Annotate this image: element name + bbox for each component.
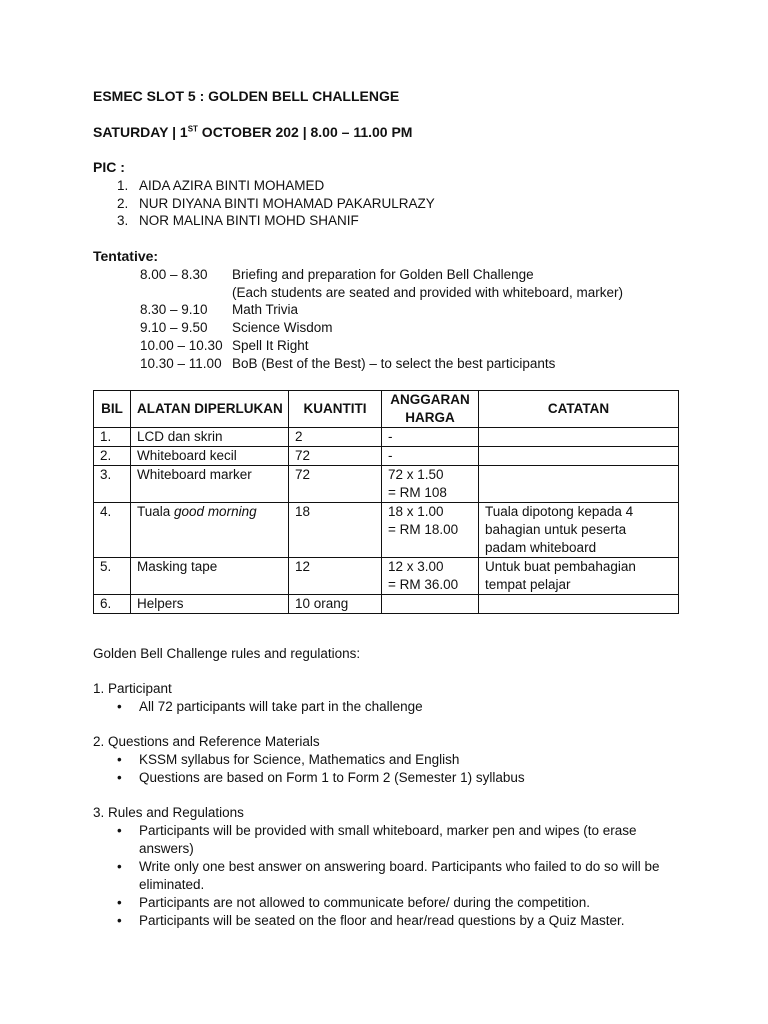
schedule-activity: Science Wisdom xyxy=(232,320,333,335)
bullet-icon: • xyxy=(117,895,122,910)
bullet-icon: • xyxy=(117,752,122,767)
rules-section-heading: 3. Rules and Regulations xyxy=(93,805,244,820)
schedule-activity-note: (Each students are seated and provided with whiteboard, marker) xyxy=(232,285,623,300)
pic-person-name: NOR MALINA BINTI MOHD SHANIF xyxy=(139,213,359,228)
cell-notes xyxy=(479,466,679,503)
schedule-time: 9.10 – 9.50 xyxy=(140,320,208,335)
table-row xyxy=(94,558,679,595)
pic-person-name: AIDA AZIRA BINTI MOHAMED xyxy=(139,178,325,193)
cell-quantity: 10 orang xyxy=(289,595,382,614)
cell-price: - xyxy=(382,428,479,447)
schedule-activity: Math Trivia xyxy=(232,302,299,317)
schedule-time: 10.00 – 10.30 xyxy=(140,338,223,353)
header-notes: CATATAN xyxy=(479,391,679,428)
schedule-activity: Briefing and preparation for Golden Bell Challenge xyxy=(232,267,534,282)
bullet-icon: • xyxy=(117,913,122,928)
bullet-text: KSSM syllabus for Science, Mathematics and English xyxy=(139,752,460,767)
equipment-table xyxy=(93,390,679,614)
cell-price xyxy=(382,595,479,614)
bullet-icon: • xyxy=(117,859,122,874)
bullet-text: Participants are not allowed to communicate before/ during the competition. xyxy=(139,895,590,910)
pic-person-number: 2. xyxy=(117,196,129,211)
price-line: = RM 108 xyxy=(388,485,447,500)
pic-person-name: NUR DIYANA BINTI MOHAMAD PAKARULRAZY xyxy=(139,196,435,211)
table-row xyxy=(94,466,679,503)
tentative-label: Tentative: xyxy=(93,248,159,264)
notes-line: tempat pelajar xyxy=(485,577,571,592)
bullet-text: Participants will be provided with small whiteboard, marker pen and wipes (to erase answers) xyxy=(139,823,637,856)
price-line: = RM 36.00 xyxy=(388,577,459,592)
cell-bil: 3. xyxy=(94,466,131,503)
cell-bil: 6. xyxy=(94,595,131,614)
cell-notes xyxy=(479,595,679,614)
cell-quantity: 2 xyxy=(289,428,382,447)
pic-person-number: 1. xyxy=(117,178,129,193)
table-row xyxy=(94,503,679,558)
cell-quantity: 18 xyxy=(289,503,382,558)
bullet-text: Write only one best answer on answering board. Participants who failed to do so will be eliminated. xyxy=(139,859,660,892)
cell-item xyxy=(131,503,289,558)
cell-item: Masking tape xyxy=(131,558,289,595)
table-row xyxy=(94,595,679,614)
price-line: 72 x 1.50 xyxy=(388,467,444,482)
schedule-time: 8.00 – 8.30 xyxy=(140,267,208,282)
cell-item: Whiteboard marker xyxy=(131,466,289,503)
cell-notes xyxy=(479,447,679,466)
bullet-text: Participants will be seated on the floor and hear/read questions by a Quiz Master. xyxy=(139,913,625,928)
notes-line: Tuala dipotong kepada 4 xyxy=(485,504,634,519)
header-price xyxy=(382,391,479,428)
event-date xyxy=(93,123,412,141)
notes-line: bahagian untuk peserta xyxy=(485,522,627,537)
header-bil: BIL xyxy=(94,391,131,428)
header-quantity: KUANTITI xyxy=(289,391,382,428)
price-line: 12 x 3.00 xyxy=(388,559,444,574)
header-item: ALATAN DIPERLUKAN xyxy=(131,391,289,428)
cell-quantity: 12 xyxy=(289,558,382,595)
cell-bil: 5. xyxy=(94,558,131,595)
cell-quantity: 72 xyxy=(289,447,382,466)
cell-bil: 1. xyxy=(94,428,131,447)
event-date-prefix: SATURDAY | 1 xyxy=(93,124,188,140)
price-line: = RM 18.00 xyxy=(388,522,459,537)
price-line: 18 x 1.00 xyxy=(388,504,444,519)
pic-label: PIC : xyxy=(93,159,125,175)
schedule-time: 10.30 – 11.00 xyxy=(140,356,222,371)
event-title: ESMEC SLOT 5 : GOLDEN BELL CHALLENGE xyxy=(93,88,400,104)
item-text: Tuala xyxy=(137,504,175,519)
rules-section-heading: 2. Questions and Reference Materials xyxy=(93,734,320,749)
bullet-text: Questions are based on Form 1 to Form 2 (Semester 1) syllabus xyxy=(139,770,525,785)
cell-price xyxy=(382,558,479,595)
schedule-activity: Spell It Right xyxy=(232,338,309,353)
cell-item: Helpers xyxy=(131,595,289,614)
cell-price xyxy=(382,466,479,503)
event-date-suffix: OCTOBER 202 | 8.00 – 11.00 PM xyxy=(197,124,413,140)
schedule-activity: BoB (Best of the Best) – to select the best participants xyxy=(232,356,556,371)
bullet-text: All 72 participants will take part in the challenge xyxy=(139,699,423,714)
header-price-line-1: ANGGARAN xyxy=(390,392,470,407)
cell-notes xyxy=(479,503,679,558)
table-header-row xyxy=(94,391,679,428)
bullet-icon: • xyxy=(117,823,122,838)
item-emphasis: good morning xyxy=(174,504,257,519)
pic-person-number: 3. xyxy=(117,213,129,228)
notes-line: padam whiteboard xyxy=(485,540,597,555)
cell-price xyxy=(382,503,479,558)
schedule-time: 8.30 – 9.10 xyxy=(140,302,208,317)
cell-bil: 2. xyxy=(94,447,131,466)
bullet-icon: • xyxy=(117,770,122,785)
cell-item: LCD dan skrin xyxy=(131,428,289,447)
pic-person xyxy=(117,177,324,195)
cell-notes xyxy=(479,558,679,595)
rules-intro: Golden Bell Challenge rules and regulations: xyxy=(93,646,361,661)
pic-person xyxy=(117,195,435,213)
table-row xyxy=(94,428,679,447)
cell-bil: 4. xyxy=(94,503,131,558)
pic-person xyxy=(117,212,359,230)
cell-item: Whiteboard kecil xyxy=(131,447,289,466)
event-date-superscript: ST xyxy=(187,124,198,134)
cell-price: - xyxy=(382,447,479,466)
rules-section-heading: 1. Participant xyxy=(93,681,172,696)
bullet-icon: • xyxy=(117,699,122,714)
header-price-line-2: HARGA xyxy=(405,410,455,425)
notes-line: Untuk buat pembahagian xyxy=(485,559,636,574)
cell-quantity: 72 xyxy=(289,466,382,503)
table-row xyxy=(94,447,679,466)
cell-notes xyxy=(479,428,679,447)
